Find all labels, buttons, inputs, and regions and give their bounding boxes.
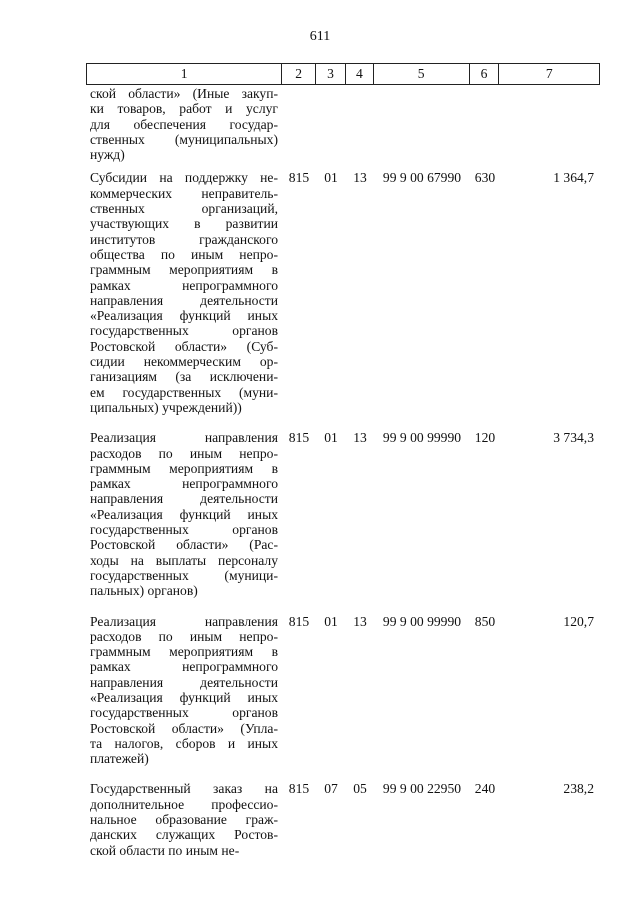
col-2-value: 815 bbox=[288, 430, 310, 446]
table-header bbox=[86, 63, 600, 85]
description-line: нальное образование граж- bbox=[90, 812, 278, 828]
description-line: Ростовской области» (Суб- bbox=[90, 338, 278, 354]
header-col-5: 5 bbox=[374, 64, 470, 84]
row-description bbox=[86, 614, 282, 767]
row-description bbox=[86, 86, 282, 162]
description-line: ственных (муниципальных) bbox=[90, 131, 278, 147]
description-line: институтов гражданского bbox=[90, 231, 278, 247]
col-5-value: 99 9 00 22950 bbox=[382, 781, 462, 797]
description-line: расходов по иным непро- bbox=[90, 628, 278, 644]
col-4-value: 13 bbox=[353, 170, 367, 186]
description-line: ской области по иным не- bbox=[90, 842, 240, 858]
col-5-value: 99 9 00 99990 bbox=[382, 613, 462, 629]
description-line: ципальных) учреждений)) bbox=[90, 399, 242, 415]
col-3-value: 01 bbox=[324, 613, 338, 629]
description-line: коммерческих неправитель- bbox=[90, 185, 278, 201]
description-line: Ростовской области» (Рас- bbox=[90, 537, 278, 553]
header-col-4: 4 bbox=[346, 64, 374, 84]
description-line: ходы на выплаты персоналу bbox=[90, 552, 278, 568]
col-7-amount: 3 734,3 bbox=[553, 430, 594, 446]
col-2-value: 815 bbox=[288, 781, 310, 797]
description-line: Ростовской области» (Упла- bbox=[90, 720, 278, 736]
description-line: рамках непрограммного bbox=[90, 277, 278, 293]
description-line: государственных органов bbox=[90, 323, 278, 339]
description-line: граммным мероприятиям в bbox=[90, 460, 278, 476]
table-row bbox=[86, 86, 600, 162]
col-5-value: 99 9 00 99990 bbox=[382, 430, 462, 446]
description-line: ственных организаций, bbox=[90, 201, 278, 217]
header-col-6: 6 bbox=[470, 64, 500, 84]
row-description bbox=[86, 781, 282, 857]
description-line: пальных) органов) bbox=[90, 583, 198, 599]
header-col-2: 2 bbox=[282, 64, 316, 84]
col-6-value: 630 bbox=[474, 170, 496, 186]
description-line: данских служащих Ростов- bbox=[90, 827, 278, 843]
description-line: участвующих в развитии bbox=[90, 216, 278, 232]
description-line: ганизациям (за исключени- bbox=[90, 369, 278, 385]
header-col-3: 3 bbox=[316, 64, 346, 84]
description-line: ем государственных (муни- bbox=[90, 384, 278, 400]
description-line: государственных органов bbox=[90, 705, 278, 721]
header-col-7: 7 bbox=[545, 66, 553, 81]
description-line: «Реализация функций иных bbox=[90, 308, 278, 324]
description-line: «Реализация функций иных bbox=[90, 689, 278, 705]
description-line: расходов по иным непро- bbox=[90, 445, 278, 461]
col-3-value: 07 bbox=[324, 781, 338, 797]
description-line: ки товаров, работ и услуг bbox=[90, 101, 278, 117]
table-body bbox=[86, 86, 600, 858]
col-6-value: 120 bbox=[474, 430, 496, 446]
description-line: рамках непрограммного bbox=[90, 476, 278, 492]
description-line: «Реализация функций иных bbox=[90, 506, 278, 522]
description-line: та налогов, сборов и иных bbox=[90, 735, 278, 751]
header-col-1: 1 bbox=[87, 64, 282, 84]
col-3-value: 01 bbox=[324, 170, 338, 186]
description-line: Реализация направления bbox=[90, 430, 278, 446]
description-line: платежей) bbox=[90, 751, 149, 767]
col-6-value: 850 bbox=[474, 613, 496, 629]
description-line: сидии некоммерческим ор- bbox=[90, 354, 278, 370]
description-line: ской области» (Иные закуп- bbox=[90, 86, 278, 101]
col-7-amount: 1 364,7 bbox=[553, 170, 594, 186]
table-row bbox=[86, 614, 600, 767]
col-2-value: 815 bbox=[288, 613, 310, 629]
col-2-value: 815 bbox=[288, 170, 310, 186]
row-description bbox=[86, 170, 282, 415]
description-line: дополнительное профессио- bbox=[90, 796, 278, 812]
col-4-value: 13 bbox=[353, 613, 367, 629]
col-4-value: 13 bbox=[353, 430, 367, 446]
col-3-value: 01 bbox=[324, 430, 338, 446]
col-7-amount: 238,2 bbox=[563, 781, 594, 797]
table-row bbox=[86, 781, 600, 857]
description-line: направления деятельности bbox=[90, 292, 278, 308]
col-7-amount: 120,7 bbox=[563, 613, 594, 629]
description-line: направления деятельности bbox=[90, 674, 278, 690]
row-description bbox=[86, 430, 282, 598]
description-line: Реализация направления bbox=[90, 613, 278, 629]
col-5-value: 99 9 00 67990 bbox=[382, 170, 462, 186]
col-6-value: 240 bbox=[474, 781, 496, 797]
table-row bbox=[86, 430, 600, 598]
col-4-value: 05 bbox=[353, 781, 367, 797]
description-line: нужд) bbox=[90, 147, 125, 163]
table-row bbox=[86, 170, 600, 415]
description-line: Субсидии на поддержку не- bbox=[90, 170, 278, 186]
description-line: государственных (муници- bbox=[90, 567, 278, 583]
description-line: для обеспечения государ- bbox=[90, 116, 278, 132]
description-line: государственных органов bbox=[90, 522, 278, 538]
description-line: общества по иным непро- bbox=[90, 246, 278, 262]
description-line: граммным мероприятиям в bbox=[90, 262, 278, 278]
description-line: рамках непрограммного bbox=[90, 659, 278, 675]
page-number: 611 bbox=[309, 29, 331, 44]
description-line: граммным мероприятиям в bbox=[90, 644, 278, 660]
description-line: Государственный заказ на bbox=[90, 781, 278, 797]
description-line: направления деятельности bbox=[90, 491, 278, 507]
